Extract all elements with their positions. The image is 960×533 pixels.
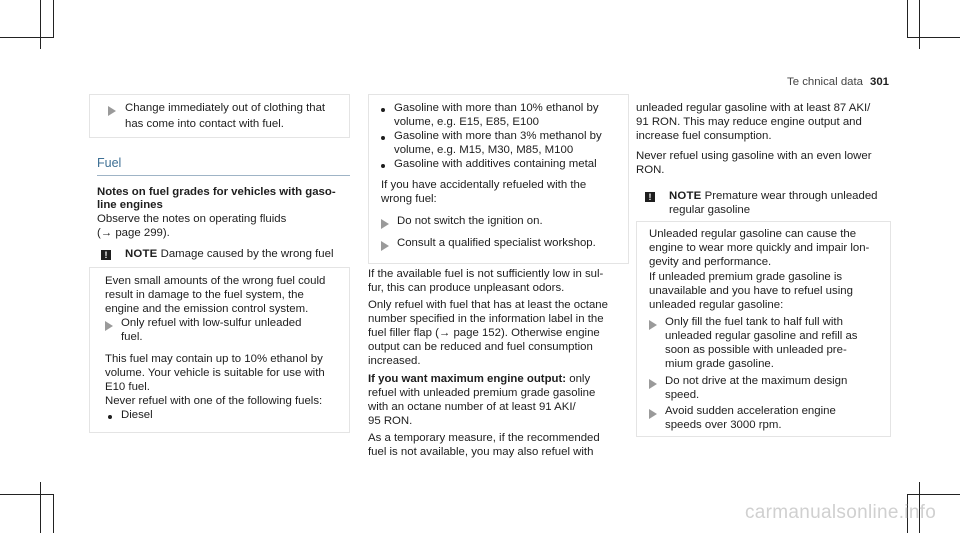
section-title: Te chnical data — [787, 76, 863, 88]
note-text: gevity and performance. — [649, 256, 772, 268]
body-text: Never refuel using gasoline with an even lower — [636, 150, 872, 162]
body-text: unleaded regular gasoline with at least 87 AKI/ — [636, 102, 871, 114]
note-text: If you have accidentally refueled with the — [381, 179, 587, 191]
body-text: Only refuel with fuel that has at least the octane — [368, 299, 608, 311]
note-text: engine and the emission control system. — [105, 303, 309, 315]
action-text: speed. — [665, 389, 700, 401]
action-triangle-icon — [649, 409, 657, 419]
action-text: Only fill the fuel tank to half full with — [665, 316, 843, 328]
crop-mark — [907, 0, 908, 38]
note-title: Premature wear through unleaded — [704, 190, 878, 202]
action-text: speeds over 3000 rpm. — [665, 419, 782, 431]
action-triangle-icon — [105, 321, 113, 331]
note-text: Even small amounts of the wrong fuel could — [105, 275, 326, 287]
heading-rule — [97, 175, 350, 176]
bullet-text: volume, e.g. E15, E85, E100 — [394, 116, 540, 128]
body-text: As a temporary measure, if the recommended — [368, 432, 600, 444]
note-text: Never refuel with one of the following fuels: — [105, 395, 323, 407]
action-text: Change immediately out of clothing that — [125, 102, 326, 114]
body-text: output can be reduced and fuel consumption — [368, 341, 593, 353]
action-triangle-icon — [381, 219, 389, 229]
action-triangle-icon — [381, 241, 389, 251]
bullet-text: volume, e.g. M15, M30, M85, M100 — [394, 144, 574, 156]
bullet-dot — [108, 415, 112, 419]
note-text: wrong fuel: — [381, 193, 437, 205]
note-title: Damage caused by the wrong fuel — [160, 248, 334, 260]
crop-mark — [40, 482, 41, 533]
body-text: only — [566, 373, 591, 385]
watermark-text: carmanualsonline.info — [745, 502, 937, 523]
warning-icon: ! — [645, 192, 655, 202]
note-text: E10 fuel. — [105, 381, 150, 393]
crop-mark — [0, 37, 53, 38]
action-text: has come into contact with fuel. — [125, 118, 284, 130]
action-triangle-icon — [649, 379, 657, 389]
note-title: regular gasoline — [669, 204, 751, 216]
subheading: line engines — [97, 199, 163, 211]
note-text: volume. Your vehicle is suitable for use with — [105, 367, 325, 379]
body-text: 95 RON. — [368, 415, 413, 427]
body-text: 91 RON. This may reduce engine output and — [636, 116, 862, 128]
note-label: NOTE — [125, 248, 158, 260]
body-text: increase fuel consumption. — [636, 130, 772, 142]
note-text: engine to wear more quickly and impair lon‐ — [649, 242, 870, 254]
crop-mark — [53, 0, 54, 38]
body-text: fur, this can produce unpleasant odors. — [368, 282, 565, 294]
bullet-text: Diesel — [121, 409, 153, 421]
body-text: number specified in the information label in the — [368, 313, 604, 325]
body-text: refuel with unleaded premium grade gasoline — [368, 387, 596, 399]
action-triangle-icon — [649, 320, 657, 330]
bullet-text: Gasoline with more than 3% methanol by — [394, 130, 602, 142]
body-text: fuel is not available, you may also refuel with — [368, 446, 594, 458]
bullet-text: Gasoline with more than 10% ethanol by — [394, 102, 599, 114]
crop-mark — [0, 494, 53, 495]
bullet-dot — [381, 108, 385, 112]
action-text: Do not drive at the maximum design — [665, 375, 848, 387]
action-text: Do not switch the ignition on. — [397, 215, 543, 227]
note-text: result in damage to the fuel system, the — [105, 289, 304, 301]
action-text: Avoid sudden acceleration engine — [665, 405, 836, 417]
crop-mark — [907, 494, 960, 495]
crop-mark — [40, 0, 41, 49]
bullet-dot — [381, 164, 385, 168]
note-label: NOTE — [669, 190, 702, 202]
page-link[interactable]: (→ page 299). — [97, 227, 170, 239]
page-number: 301 — [870, 76, 890, 88]
subheading: Notes on fuel grades for vehicles with gaso‐ — [97, 186, 336, 198]
intro-text: Observe the notes on operating fluids — [97, 213, 287, 225]
note-text: Unleaded regular gasoline can cause the — [649, 228, 857, 240]
body-text: with an octane number of at least 91 AKI/ — [368, 401, 576, 413]
note-text: This fuel may contain up to 10% ethanol by — [105, 353, 323, 365]
note-header — [125, 247, 334, 263]
body-text: increased. — [368, 355, 421, 367]
action-text: Consult a qualified specialist workshop. — [397, 237, 596, 249]
crop-mark — [919, 0, 920, 49]
body-text: RON. — [636, 164, 665, 176]
body-text: If the available fuel is not sufficiently low in sul‐ — [368, 268, 604, 280]
action-text: unleaded regular gasoline and refill as — [665, 330, 858, 342]
crop-mark — [907, 37, 960, 38]
action-triangle-icon — [108, 106, 116, 116]
note-text: unleaded regular gasoline: — [649, 299, 784, 311]
action-text: Only refuel with low-sulfur unleaded — [121, 317, 302, 329]
note-text: unavailable and you have to refuel using — [649, 285, 853, 297]
bullet-dot — [381, 136, 385, 140]
bold-lead: If you want maximum engine output: — [368, 373, 567, 385]
action-text: soon as possible with unleaded pre‐ — [665, 344, 847, 356]
action-text: mium grade gasoline. — [665, 358, 774, 370]
action-text: fuel. — [121, 331, 143, 343]
page-link[interactable]: fuel filler flap (→ page 152). Otherwise engine — [368, 327, 600, 339]
note-text: If unleaded premium grade gasoline is — [649, 271, 843, 283]
crop-mark — [53, 494, 54, 533]
bullet-text: Gasoline with additives containing metal — [394, 158, 597, 170]
heading-fuel: Fuel — [97, 156, 122, 170]
warning-icon: ! — [101, 250, 111, 260]
